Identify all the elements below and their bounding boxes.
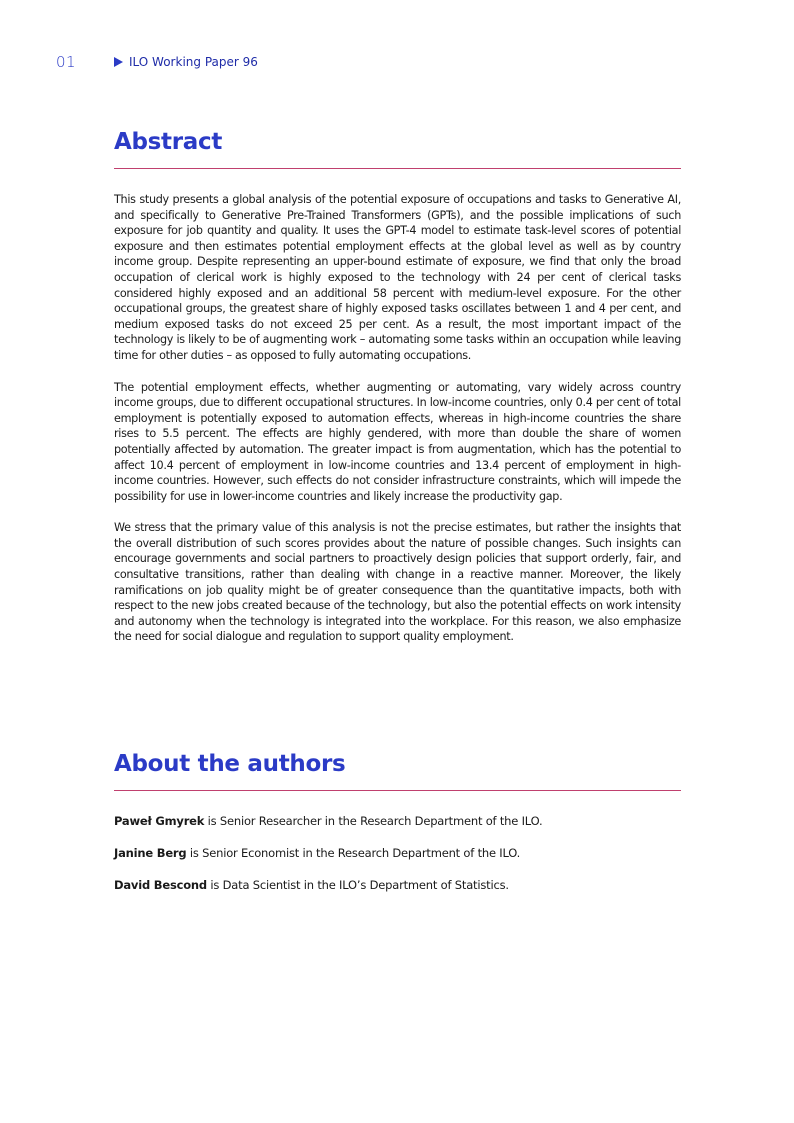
author-entry	[114, 845, 681, 861]
abstract-divider	[114, 168, 681, 169]
author-entry	[114, 813, 681, 829]
author-name: Janine Berg	[114, 846, 187, 860]
author-description: is Senior Researcher in the Research Department of the ILO.	[204, 814, 543, 828]
author-entry	[114, 877, 681, 893]
abstract-paragraph-1: This study presents a global analysis of the potential exposure of occupations and tasks to Generative AI, and specifically to Generative Pre-Trained Transformers (GPTs), and the possible implications of such exposure for job quantity and quality. It uses the GPT-4 model to estimate task-level scores of potential exposure and then estimates potential employment effects at the global level as well as by country income group. Despite representing an upper-bound estimate of exposure, we find that only the broad occupation of clerical work is highly exposed to the technology with 24 per cent of clerical tasks considered highly exposed and an additional 58 percent with medium-level exposure. For the other occupational groups, the greatest share of highly exposed tasks oscillates between 1 and 4 per cent, and medium exposed tasks do not exceed 25 per cent. As a result, the most important impact of the technology is likely to be of augmenting work – automating some tasks within an occupation while leaving time for other duties – as opposed to fully automating occupations.	[114, 193, 681, 362]
authors-divider	[114, 790, 681, 791]
abstract-section	[114, 126, 681, 661]
abstract-body	[114, 192, 681, 645]
abstract-paragraph-2: The potential employment effects, whether augmenting or automating, vary widely across country income groups, due to different occupational structures. In low-income countries, only 0.4 per cent of total employment is potentially exposed to automation effects, whereas in high-income countries the share rises to 5.5 percent. The effects are highly gendered, with more than double the share of women potentially affected by automation. The greater impact is from augmentation, which has the potential to affect 10.4 percent of employment in low-income countries and 13.4 percent of employment in high-income countries. However, such effects do not consider infrastructure constraints, which will impede the possibility for use in lower-income countries and likely increase the productivity gap.	[114, 380, 681, 503]
page-number: 01	[56, 53, 77, 71]
author-description: is Senior Economist in the Research Department of the ILO.	[186, 846, 521, 860]
authors-section	[114, 748, 681, 909]
author-name: David Bescond	[114, 878, 207, 892]
running-header	[56, 53, 258, 71]
author-description: is Data Scientist in the ILO’s Department of Statistics.	[206, 878, 509, 892]
abstract-paragraph-3: We stress that the primary value of this analysis is not the precise estimates, but rather the insights that the overall distribution of such scores provides about the nature of possible changes. Such insights can encourage governments and social partners to proactively design policies that support orderly, fair, and consultative transitions, rather than dealing with change in a reactive manner. Moreover, the likely ramifications on job quality might be of greater consequence than the quantitative impacts, both with respect to the new jobs created because of the technology, but also the potential effects on work intensity and autonomy when the technology is integrated into the workplace. For this reason, we also emphasize the need for social dialogue and regulation to support quality employment.	[114, 521, 681, 644]
play-triangle-icon	[114, 57, 123, 67]
authors-heading: About the authors	[114, 751, 346, 777]
authors-list	[114, 813, 681, 893]
running-title: ILO Working Paper 96	[129, 55, 258, 69]
author-name: Paweł Gmyrek	[114, 814, 205, 828]
abstract-heading: Abstract	[114, 129, 223, 155]
